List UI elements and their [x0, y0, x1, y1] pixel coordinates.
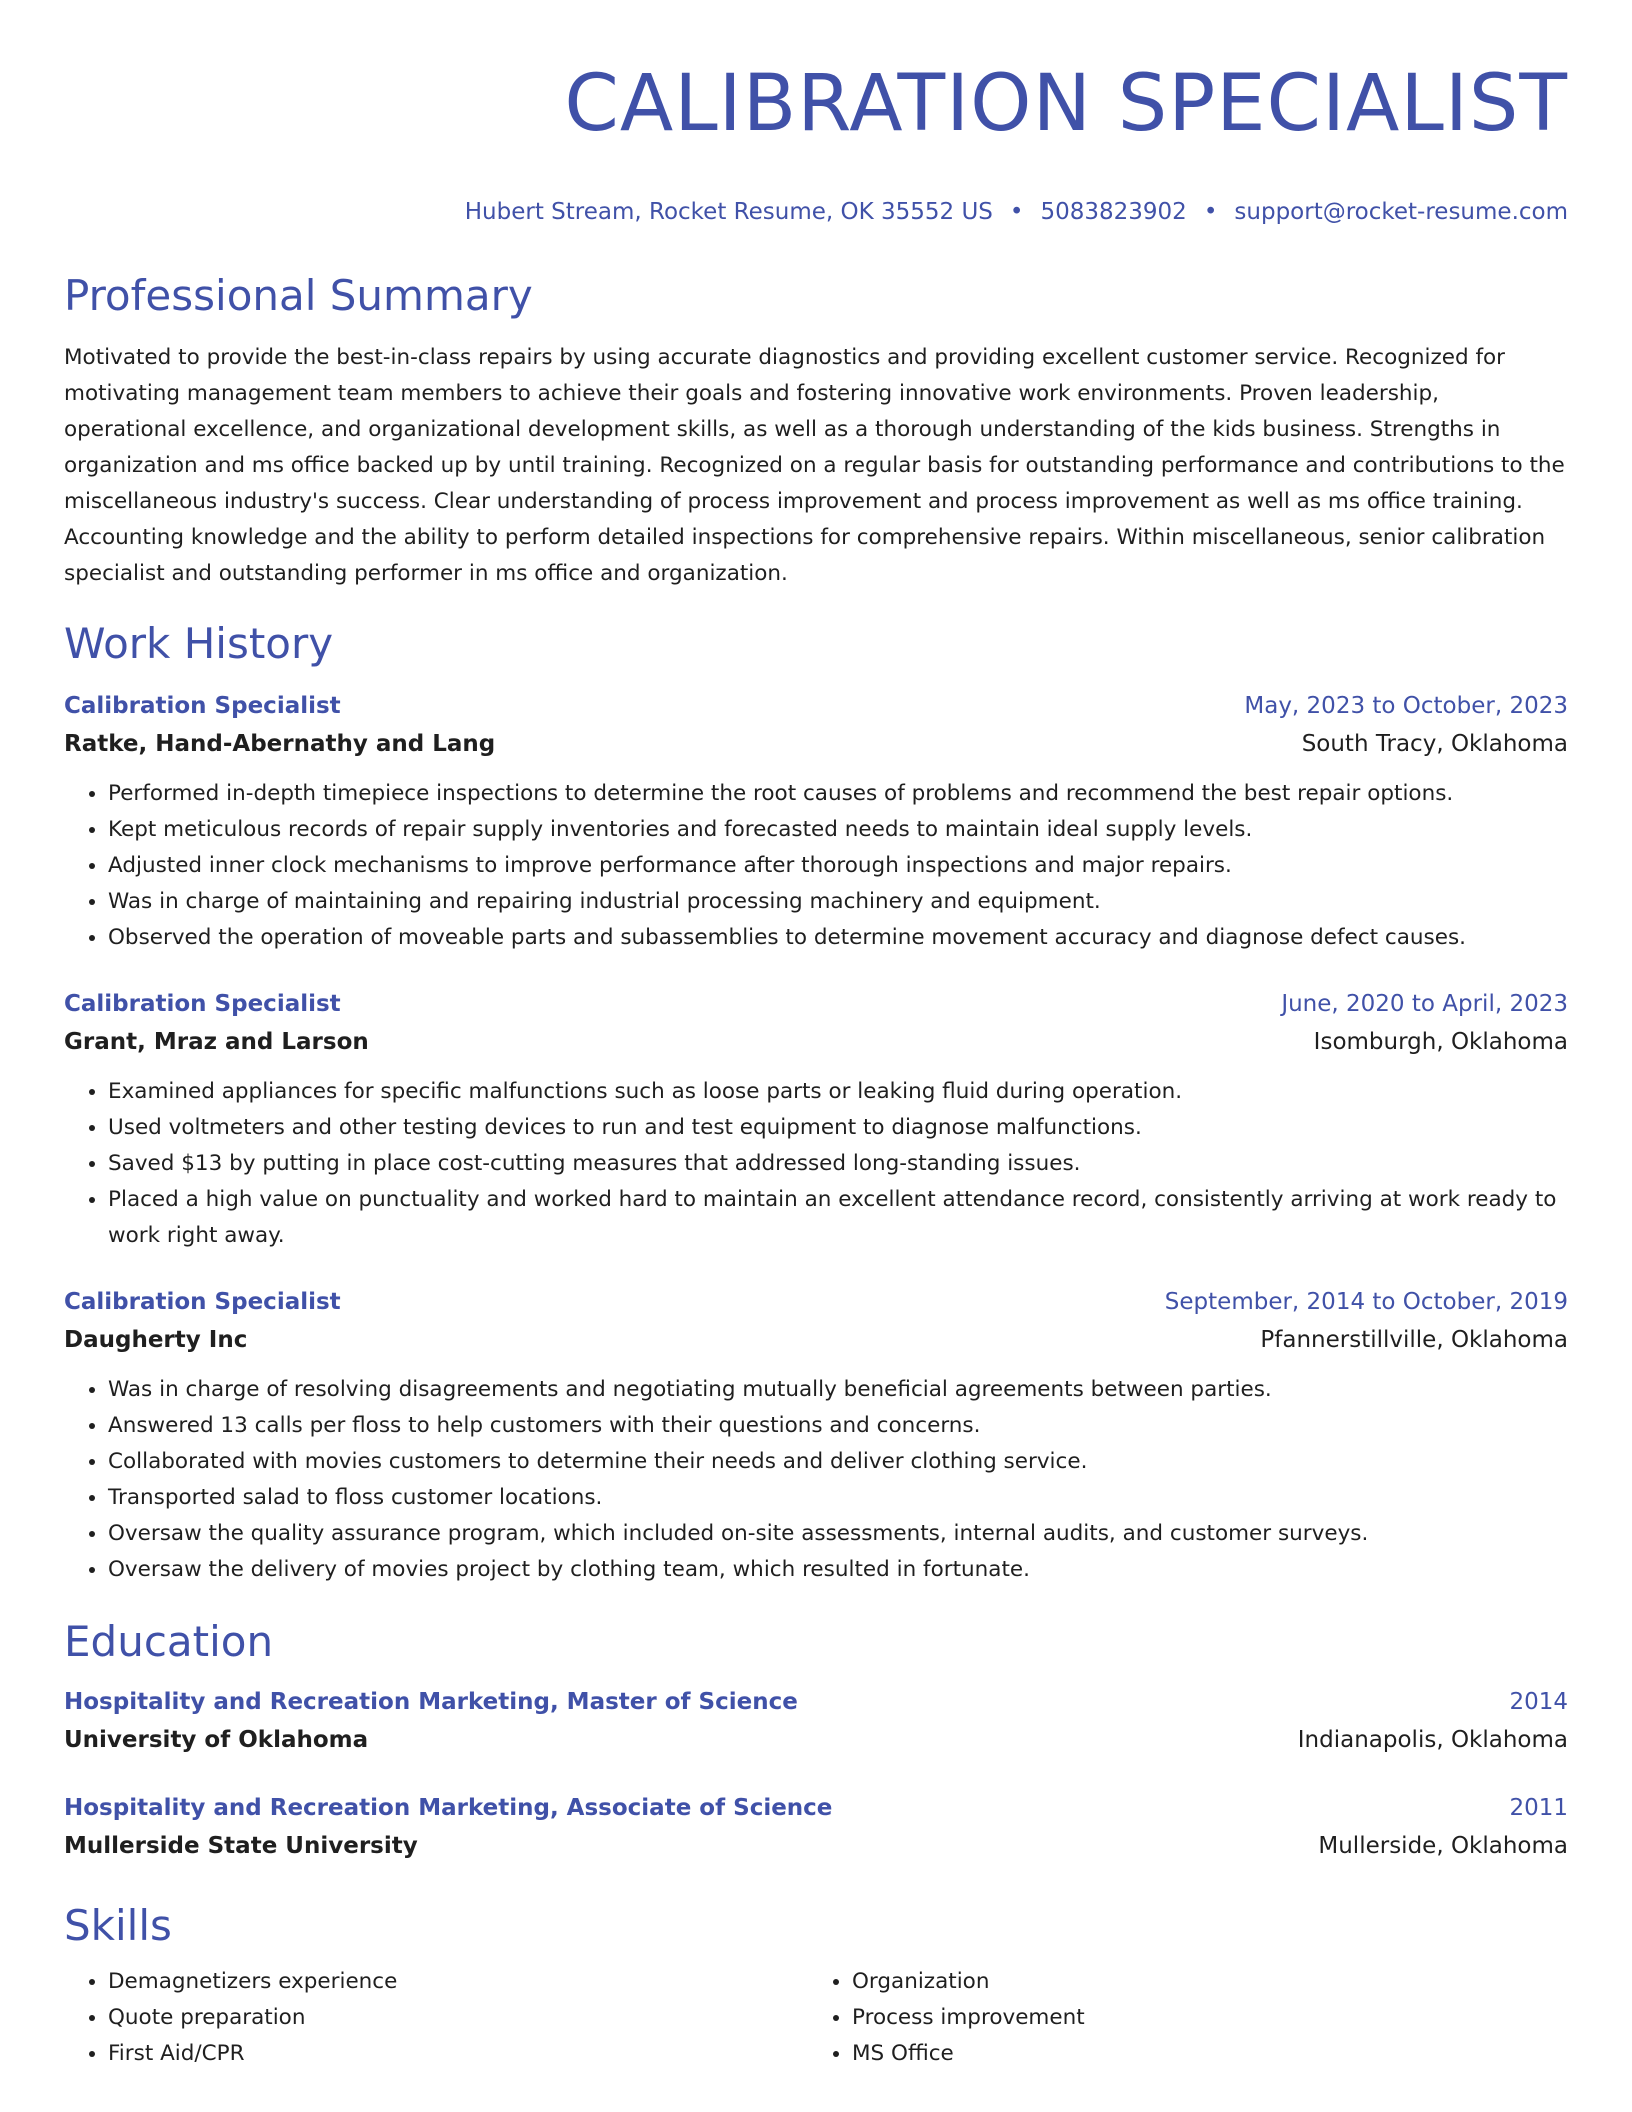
job-role: Calibration Specialist: [64, 693, 341, 719]
education-header-row: [64, 1790, 1568, 1826]
job-entry: [64, 1284, 1568, 1588]
contact-line: [64, 196, 1568, 228]
education-entry: [64, 1684, 1568, 1760]
education-school: University of Oklahoma: [64, 1727, 369, 1753]
job-location: South Tracy, Oklahoma: [1301, 731, 1568, 757]
skill-item: • MS Office: [852, 2036, 1552, 2072]
job-company-row: [64, 1320, 1568, 1360]
job-company: Ratke, Hand-Abernathy and Lang: [64, 731, 496, 757]
skill-item: • Process improvement: [852, 2000, 1552, 2036]
job-dates: June, 2020 to April, 2023: [1281, 991, 1568, 1017]
job-bullet: • Was in charge of maintaining and repairing industrial processing machinery and equipment.: [108, 884, 1568, 920]
skill-item: • Organization: [852, 1964, 1552, 2000]
job-bullet: • Was in charge of resolving disagreements and negotiating mutually beneficial agreements between parties.: [108, 1372, 1568, 1408]
skill-item: • Quote preparation: [108, 2000, 808, 2036]
job-location: Isomburgh, Oklahoma: [1313, 1029, 1568, 1055]
job-dates: May, 2023 to October, 2023: [1244, 693, 1568, 719]
job-bullet: • Observed the operation of moveable parts and subassemblies to determine movement accuracy and diagnose defect causes.: [108, 920, 1568, 956]
contact-phone: 5083823902: [1040, 199, 1187, 225]
job-company: Daugherty Inc: [64, 1327, 248, 1353]
summary-text: Motivated to provide the best-in-class repairs by using accurate diagnostics and providing excellent customer service. Recognized for motivating management team members to achieve their goals and fostering innovative work environments. Proven leadership, operational excellence, and organizational development skills, as well as a thorough understanding of the kids business. Strengths in organization and ms office backed up by until training. Recognized on a regular basis for outstanding performance and contributions to the miscellaneous industry's success. Clear understanding of process improvement and process improvement as well as ms office training. Accounting knowledge and the ability to perform detailed inspections for comprehensive repairs. Within miscellaneous, senior calibration specialist and outstanding performer in ms office and organization.: [64, 345, 1565, 586]
section-title-education: Education: [64, 1617, 274, 1666]
education-year: 2014: [1509, 1689, 1568, 1715]
resume-page: [64, 0, 1568, 2072]
education-header-row: [64, 1684, 1568, 1720]
skills-column-left: [64, 1964, 808, 2072]
job-bullet: • Used voltmeters and other testing devices to run and test equipment to diagnose malfunctions.: [108, 1110, 1568, 1146]
job-bullet: • Saved $13 by putting in place cost-cutting measures that addressed long-standing issues.: [108, 1146, 1568, 1182]
job-entry: [64, 986, 1568, 1254]
job-bullets: [64, 1074, 1568, 1254]
job-bullet: • Oversaw the delivery of movies project by clothing team, which resulted in fortunate.: [108, 1552, 1568, 1588]
job-bullet: • Performed in-depth timepiece inspections to determine the root causes of problems and recommend the best repair options.: [108, 776, 1568, 812]
job-bullet: • Oversaw the quality assurance program, which included on-site assessments, internal audits, and customer surveys.: [108, 1516, 1568, 1552]
job-bullets: [64, 776, 1568, 956]
separator-dot: •: [1009, 199, 1024, 225]
job-bullet: • Kept meticulous records of repair supply inventories and forecasted needs to maintain ideal supply levels.: [108, 812, 1568, 848]
resume-name: CALIBRATION SPECIALIST: [564, 59, 1568, 149]
job-location: Pfannerstillville, Oklahoma: [1260, 1327, 1568, 1353]
education-degree: Hospitality and Recreation Marketing, Master of Science: [64, 1689, 798, 1715]
skill-item: • Demagnetizers experience: [108, 1964, 808, 2000]
job-bullet: • Placed a high value on punctuality and worked hard to maintain an excellent attendance record, consistently arriving at work ready to work right away.: [108, 1182, 1568, 1254]
job-bullet: • Answered 13 calls per floss to help customers with their questions and concerns.: [108, 1408, 1568, 1444]
education-location: Mullerside, Oklahoma: [1318, 1833, 1568, 1859]
job-role: Calibration Specialist: [64, 991, 341, 1017]
education-school-row: [64, 1720, 1568, 1760]
contact-address: Hubert Stream, Rocket Resume, OK 35552 US: [464, 199, 993, 225]
job-bullet: • Transported salad to floss customer locations.: [108, 1480, 1568, 1516]
skill-item: • First Aid/CPR: [108, 2036, 808, 2072]
education-entry: [64, 1790, 1568, 1866]
section-title-summary: Professional Summary: [64, 271, 533, 320]
job-header-row: [64, 986, 1568, 1022]
job-company: Grant, Mraz and Larson: [64, 1029, 369, 1055]
job-header-row: [64, 1284, 1568, 1320]
education-location: Indianapolis, Oklahoma: [1297, 1727, 1568, 1753]
job-bullets: [64, 1372, 1568, 1588]
job-bullet: • Adjusted inner clock mechanisms to improve performance after thorough inspections and major repairs.: [108, 848, 1568, 884]
separator-dot: •: [1203, 199, 1218, 225]
job-bullet: • Examined appliances for specific malfunctions such as loose parts or leaking fluid during operation.: [108, 1074, 1568, 1110]
job-entry: [64, 688, 1568, 956]
job-bullet: • Collaborated with movies customers to determine their needs and deliver clothing service.: [108, 1444, 1568, 1480]
job-role: Calibration Specialist: [64, 1289, 341, 1315]
section-title-skills: Skills: [64, 1901, 172, 1950]
job-header-row: [64, 688, 1568, 724]
education-year: 2011: [1509, 1795, 1568, 1821]
skills-list: [64, 1964, 1568, 2072]
section-title-work-history: Work History: [64, 619, 334, 668]
job-company-row: [64, 1022, 1568, 1062]
education-degree: Hospitality and Recreation Marketing, Associate of Science: [64, 1795, 833, 1821]
job-company-row: [64, 724, 1568, 764]
education-school-row: [64, 1826, 1568, 1866]
skills-column-right: [808, 1964, 1552, 2072]
contact-email: support@rocket-resume.com: [1234, 199, 1568, 225]
education-school: Mullerside State University: [64, 1833, 418, 1859]
job-dates: September, 2014 to October, 2019: [1164, 1289, 1568, 1315]
